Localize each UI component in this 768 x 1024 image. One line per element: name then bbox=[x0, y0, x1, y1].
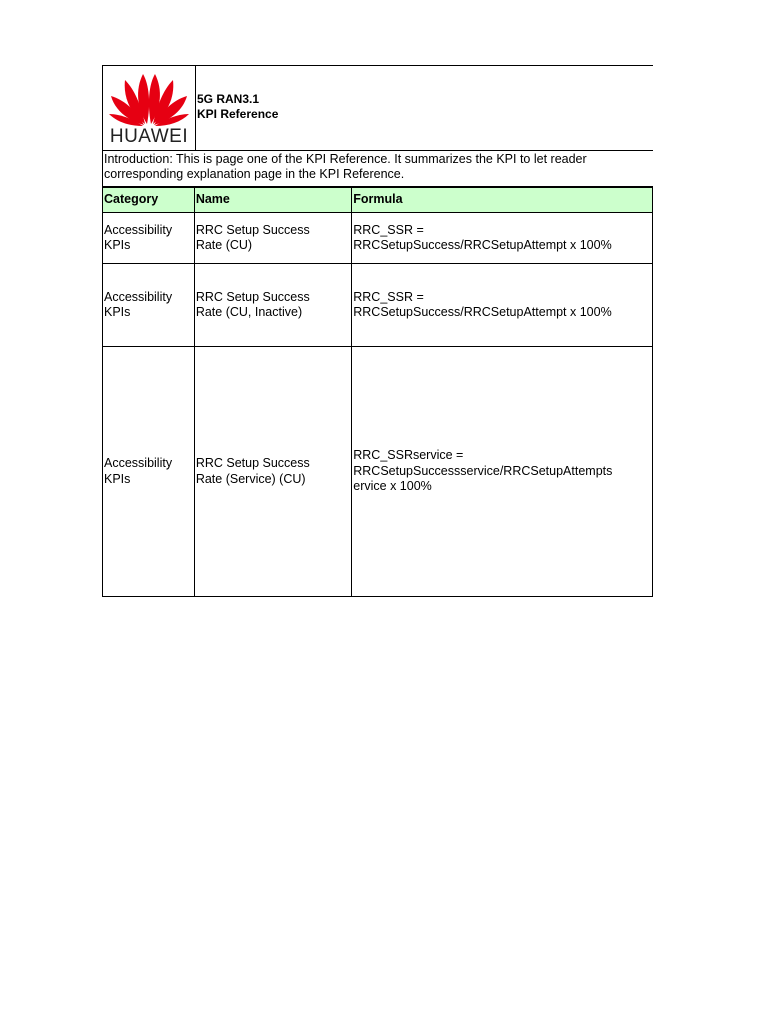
product-name: 5G RAN3.1 bbox=[197, 92, 260, 106]
formula-cell: RRC_SSR = RRCSetupSuccess/RRCSetupAttempt x 100% bbox=[352, 213, 653, 264]
kpi-table bbox=[102, 187, 653, 597]
introduction-text bbox=[102, 151, 653, 187]
name-cell: RRC Setup Success Rate (CU) bbox=[194, 213, 351, 264]
title-block bbox=[197, 92, 278, 122]
column-header-formula: Formula bbox=[352, 188, 653, 213]
document-title: KPI Reference bbox=[197, 107, 279, 121]
intro-line: Introduction: This is page one of the KPI Reference. It summarizes the KPI to let reader bbox=[104, 152, 587, 166]
table-row bbox=[103, 264, 653, 347]
name-cell: RRC Setup Success Rate (CU, Inactive) bbox=[194, 264, 351, 347]
huawei-flower-icon bbox=[107, 70, 191, 126]
column-header-category: Category bbox=[103, 188, 195, 213]
column-header-name: Name bbox=[194, 188, 351, 213]
table-row bbox=[103, 347, 653, 597]
logo-cell bbox=[103, 66, 196, 150]
table-header-row bbox=[103, 188, 653, 213]
kpi-sheet bbox=[102, 65, 653, 597]
category-cell: Accessibility KPIs bbox=[103, 213, 195, 264]
category-cell: Accessibility KPIs bbox=[103, 264, 195, 347]
header-band bbox=[102, 65, 653, 151]
table-row bbox=[103, 213, 653, 264]
logo-wordmark: HUAWEI bbox=[109, 126, 189, 147]
formula-cell: RRC_SSRservice = RRCSetupSuccessservice/RRCSetupAttempts ervice x 100% bbox=[352, 347, 653, 597]
intro-line: corresponding explanation page in the KPI Reference. bbox=[104, 167, 405, 181]
formula-cell: RRC_SSR = RRCSetupSuccess/RRCSetupAttempt x 100% bbox=[352, 264, 653, 347]
name-cell: RRC Setup Success Rate (Service) (CU) bbox=[194, 347, 351, 597]
category-cell: Accessibility KPIs bbox=[103, 347, 195, 597]
